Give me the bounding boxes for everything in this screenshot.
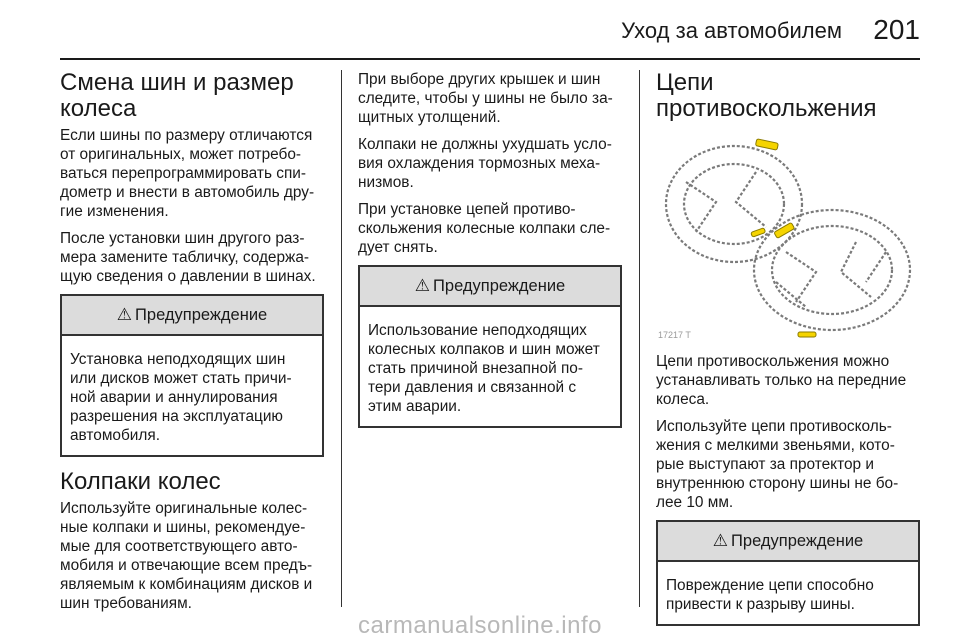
paragraph: Используйте цепи противосколь-жения с мелкими звеньями, кото-рые выступают за протектор и внутреннюю сторону шины не бо-лее 10 мм. [656,418,899,511]
warning-header [658,522,918,562]
warning-text: Использование неподходящих колесных колпаков и шин может стать причиной внезапной по-тери давления и связанной с этим аварии. [368,322,600,415]
warning-box [656,520,920,626]
paragraph: После установки шин другого раз-мера замените табличку, содержа-щую сведения о давлении в шинах. [60,230,316,285]
warning-triangle-icon: ⚠ [414,276,431,295]
page-header [0,0,960,62]
warning-title: Предупреждение [433,276,566,295]
section-heading-hubcaps: Колпаки колес [60,468,221,495]
column-divider-1 [341,70,342,607]
warning-text: Повреждение цепи способно привести к разрыву шины. [666,577,874,613]
paragraph: При выборе других крышек и шин следите, чтобы у шины не было за-щитных утолщений. [358,71,613,126]
column-3 [656,70,920,638]
paragraph: При установке цепей противо-скольжения колесные колпаки сле-дует снять. [358,201,611,256]
warning-text: Установка неподходящих шин или дисков может стать причи-ной аварии и аннулирования разрешения на эксплуатацию автомобиля. [70,351,292,444]
column-1 [60,70,324,621]
section-heading-snow-chains: Цепи противоскольжения [656,69,877,122]
header-title: Уход за автомобилем [621,18,842,43]
header-rule [60,58,920,60]
column-2 [358,70,622,440]
warning-header [360,267,620,307]
warning-triangle-icon: ⚠ [712,531,729,550]
warning-header [62,296,322,336]
paragraph: Цепи противоскольжения можно устанавливать только на передние колеса. [656,353,907,408]
column-divider-2 [639,70,640,607]
warning-triangle-icon: ⚠ [116,305,133,324]
paragraph: Используйте оригинальные колес-ные колпаки и шины, рекомендуе-мые для соответствующего авто-мобиля и отвечающие всем предъ-являемым к комбинациям дисков и шин требованиям. [60,500,313,612]
paragraph: Колпаки не должны ухудшать усло-вия охлаждения тормозных меха-низмов. [358,136,612,191]
image-code: 17217 T [658,330,691,340]
warning-title: Предупреждение [731,531,864,550]
snow-chains-drawing [656,132,920,340]
snow-chains-illustration [656,132,920,340]
warning-title: Предупреждение [135,305,268,324]
warning-box [60,294,324,457]
warning-box [358,265,622,428]
watermark: carmanualsonline.info [358,612,602,639]
page-number: 201 [873,14,920,45]
paragraph: Если шины по размеру отличаются от оригинальных, может потребо-ваться перепрограммировать спи-дометр и внести в автомобиль дру-гие изменения. [60,127,315,220]
section-heading-tire-size: Смена шин и размер колеса [60,69,294,122]
